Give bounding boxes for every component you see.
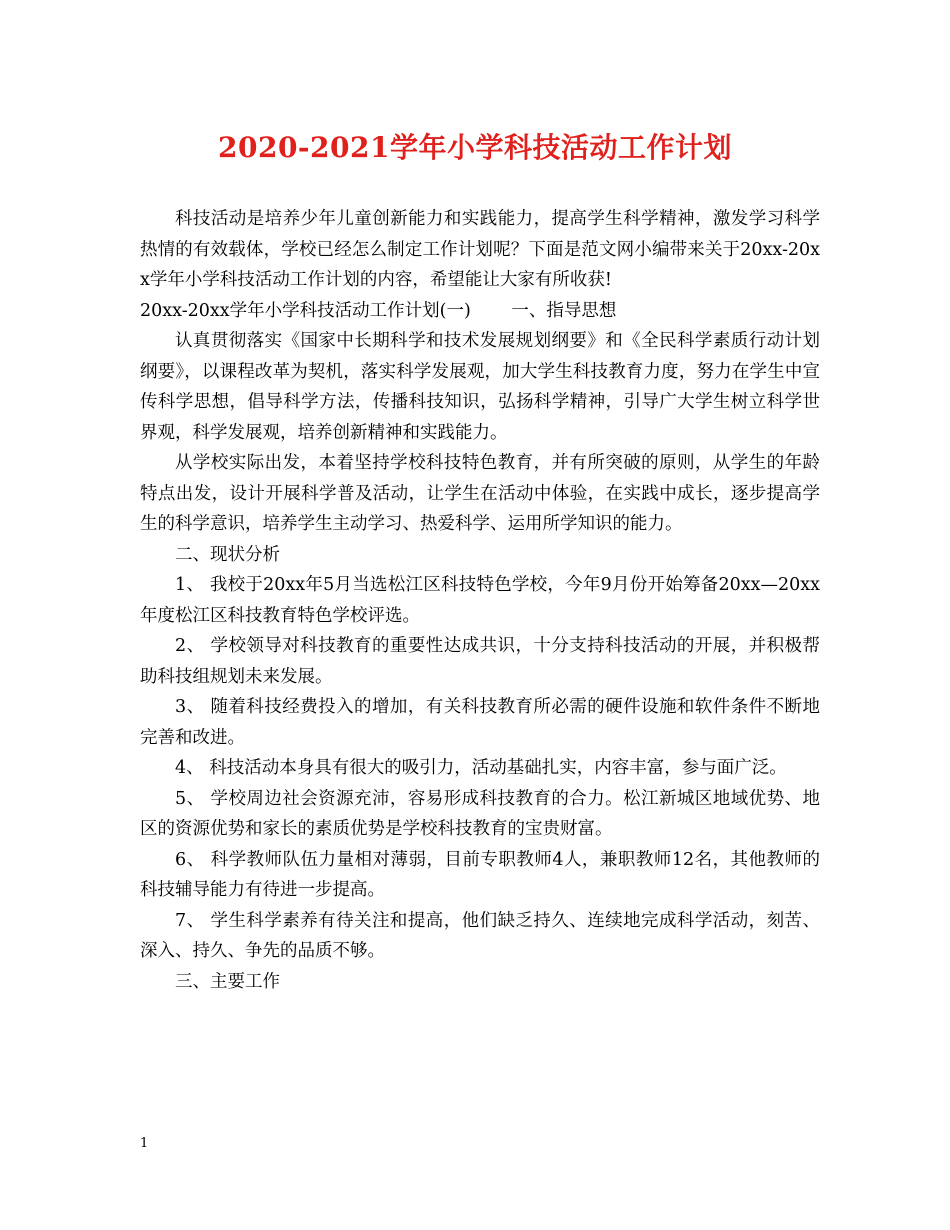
list-item-3: 3、 随着科技经费投入的增加，有关科技教育所必需的硬件设施和软件条件不断地完善和改进。: [140, 697, 820, 748]
list-item-1: 1、 我校于20xx年5月当选松江区科技特色学校，今年9月份开始筹备20xx—20xx年度松江区科技教育特色学校评选。: [140, 575, 820, 626]
list-item-2: 2、 学校领导对科技教育的重要性达成共识，十分支持科技活动的开展，并积极帮助科技组规划未来发展。: [140, 636, 820, 687]
document-body: [140, 204, 820, 997]
page-number: 1: [140, 1136, 149, 1151]
section-heading-status-analysis: 二、现状分析: [175, 544, 280, 565]
paragraph-intro: 科技活动是培养少年儿童创新能力和实践能力，提高学生科学精神，激发学习科学热情的有效载体，学校已经怎么制定工作计划呢？下面是范文网小编带来关于20xx-20xx学年小学科技活动工作计划的内容，希望能让大家有所收获!: [140, 209, 820, 290]
paragraph-plan-heading: 20xx-20xx学年小学科技活动工作计划(一) 一、指导思想: [140, 300, 617, 321]
document-title: 2020-2021学年小学科技活动工作计划: [218, 131, 732, 164]
section-heading-main-work: 三、主要工作: [175, 971, 280, 992]
paragraph-guiding-ideology: 认真贯彻落实《国家中长期科学和技术发展规划纲要》和《全民科学素质行动计划纲要》，以课程改革为契机，落实科学发展观，加大学生科技教育力度，努力在学生中宣传科学思想，倡导科学方法，传播科技知识，弘扬科学精神，引导广大学生树立科学世界观，科学发展观，培养创新精神和实践能力。: [140, 331, 820, 443]
list-item-6: 6、 科学教师队伍力量相对薄弱，目前专职教师4人，兼职教师12名，其他教师的科技辅导能力有待进一步提高。: [140, 849, 820, 900]
list-item-5: 5、 学校周边社会资源充沛，容易形成科技教育的合力。松江新城区地域优势、地区的资源优势和家长的素质优势是学校科技教育的宝贵财富。: [140, 788, 820, 839]
list-item-7: 7、 学生科学素养有待关注和提高，他们缺乏持久、连续地完成科学活动，刻苦、深入、持久、争先的品质不够。: [140, 910, 820, 961]
paragraph-school-practice: 从学校实际出发，本着坚持学校科技特色教育，并有所突破的原则，从学生的年龄特点出发，设计开展科学普及活动，让学生在活动中体验，在实践中成长，逐步提高学生的科学意识，培养学生主动学习、热爱科学、运用所学知识的能力。: [140, 453, 820, 534]
list-item-4: 4、 科技活动本身具有很大的吸引力，活动基础扎实，内容丰富，参与面广泛。: [175, 758, 787, 778]
